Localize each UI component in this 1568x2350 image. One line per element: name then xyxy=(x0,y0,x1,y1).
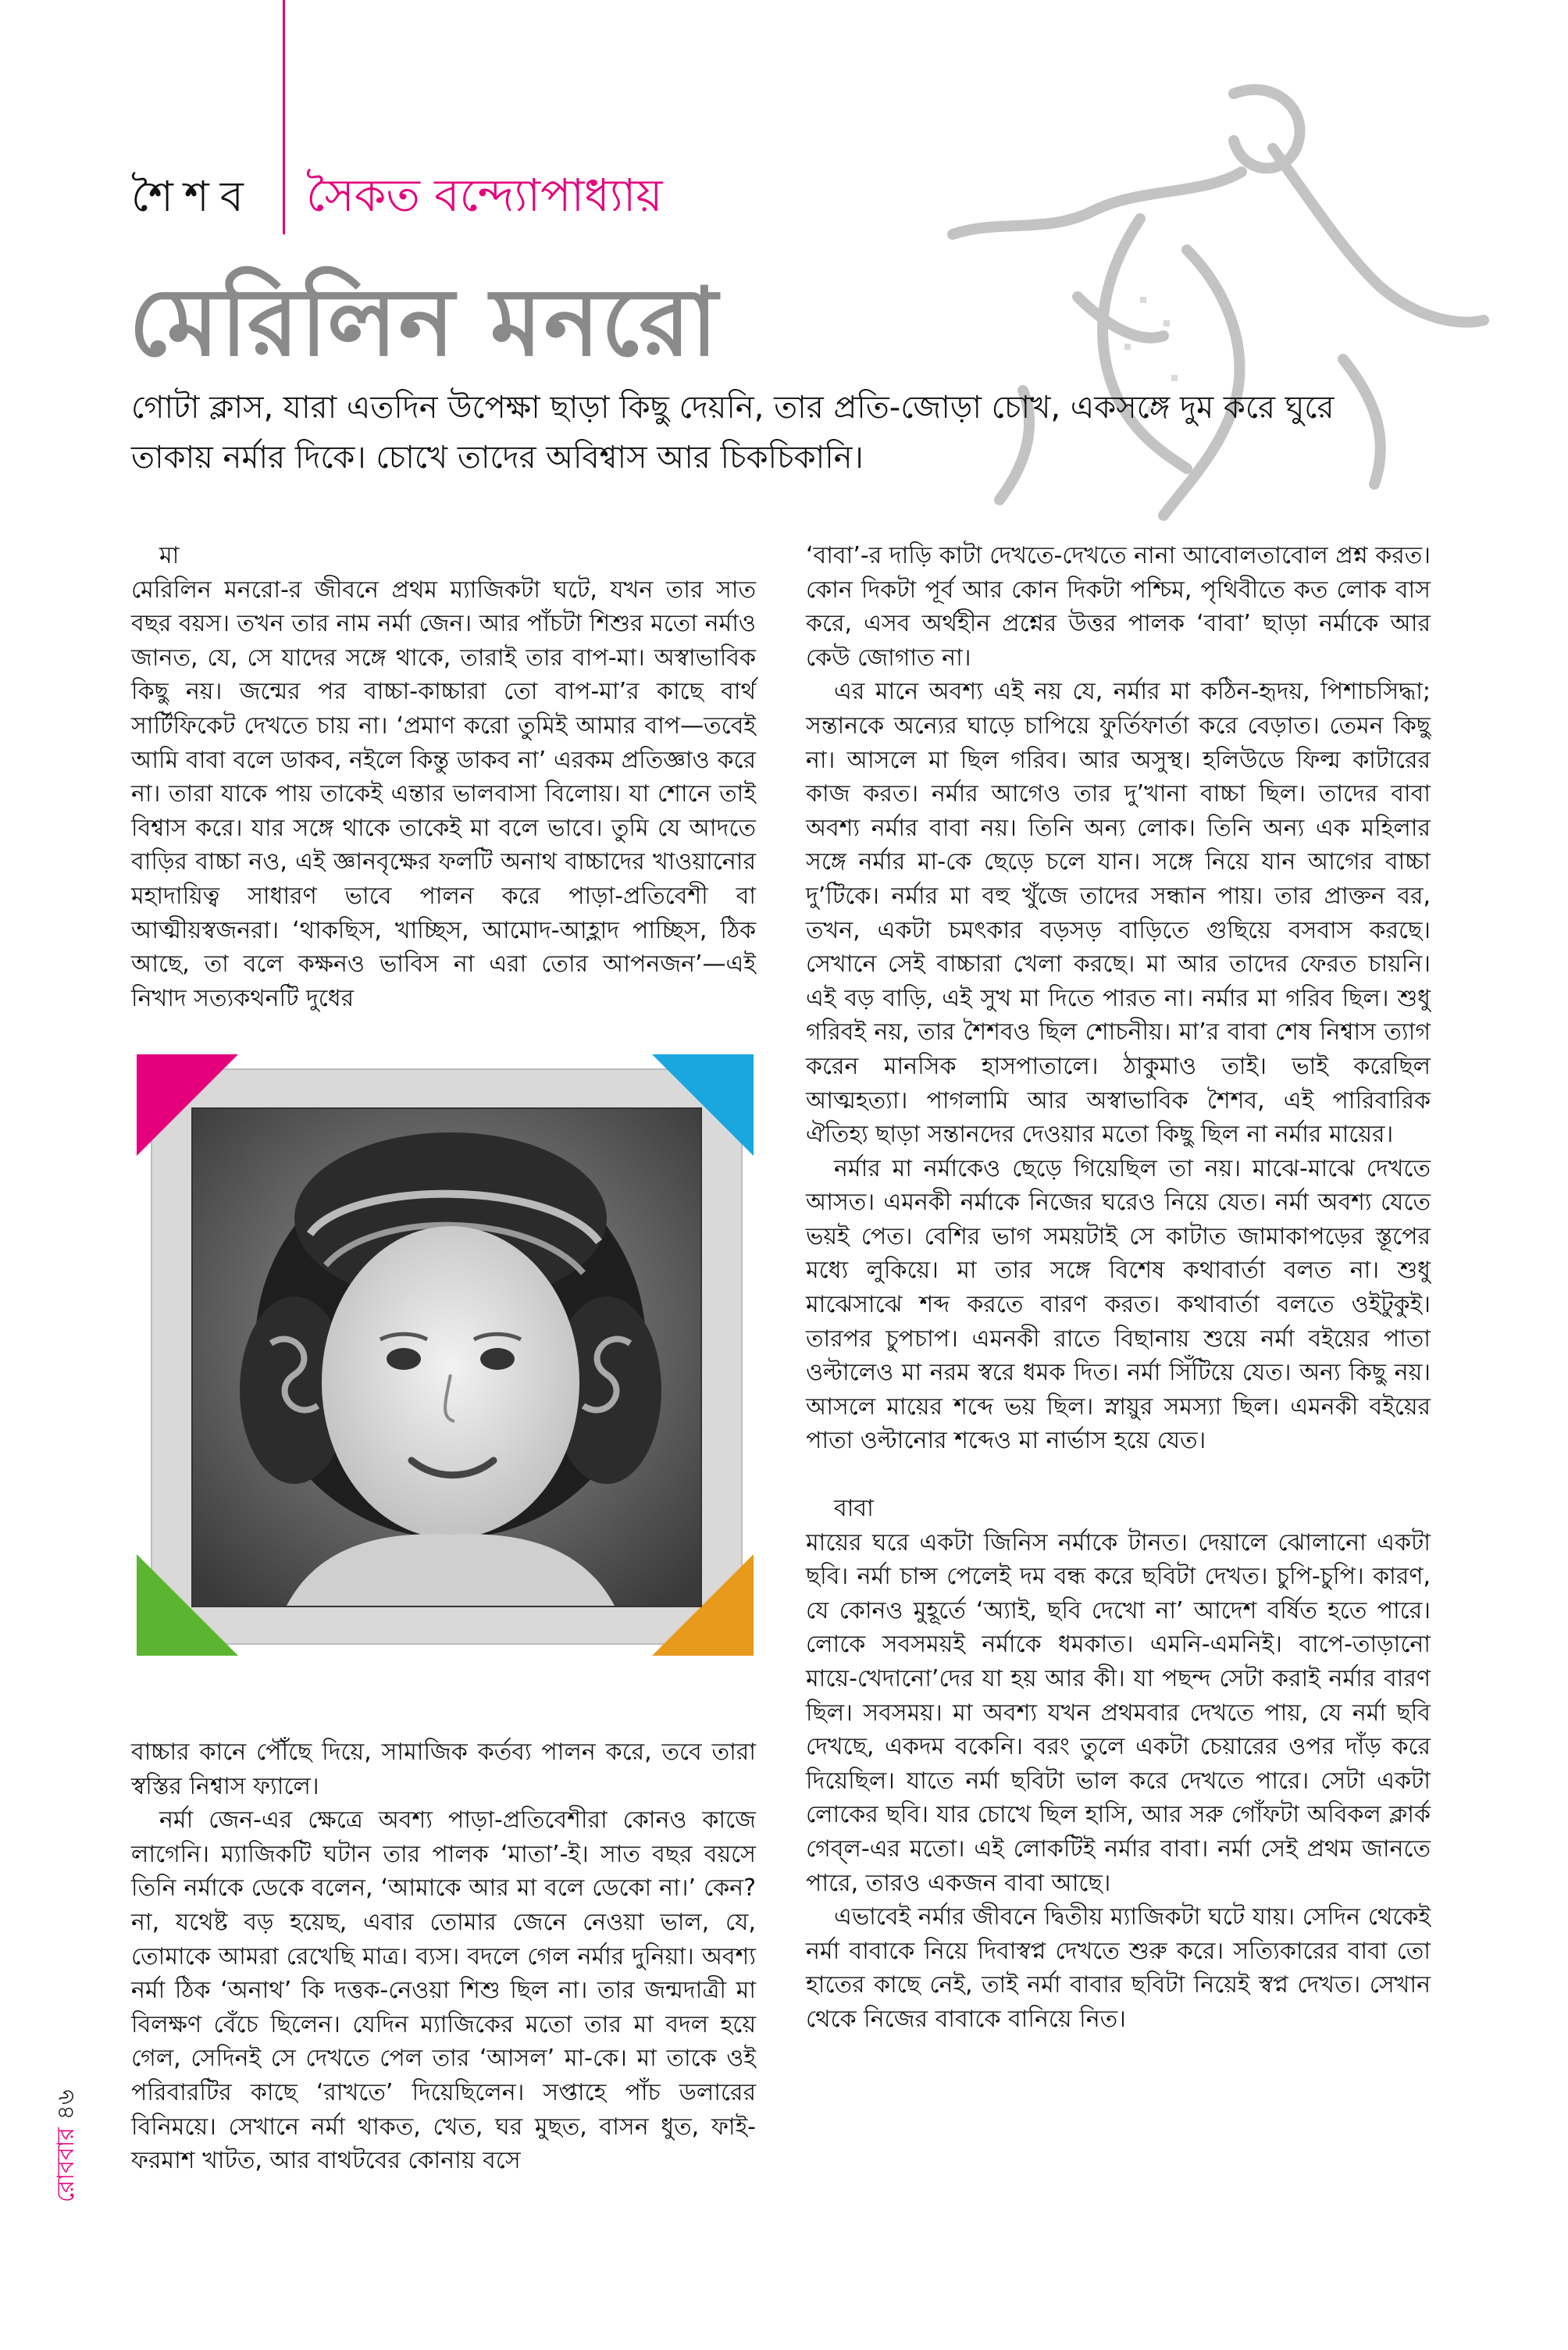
paragraph: নর্মা জেন-এর ক্ষেত্রে অবশ্য পাড়া-প্রতিবেশীরা কোনও কাজে লাগেনি। ম্যাজিকটি ঘটান তার পালক ‘মাতা’-ই। সাত বছর বয়সে তিনি নর্মাকে ডেকে বলেন, ‘আমাকে আর মা বলে ডেকো না।’ কেন? না, যথেষ্ট বড় হয়েছ, এবার তোমার জেনে নেওয়া ভাল, যে, তোমাকে আমরা রেখেছি মাত্র। ব্যস। বদলে গেল নর্মার দুনিয়া। অবশ্য নর্মা ঠিক ‘অনাথ’ কি দত্তক-নেওয়া শিশু ছিল না। তার জন্মদাত্রী মা বিলক্ষণ বেঁচে ছিলেন। যেদিন ম্যাজিকের মতো তার মা বদল হয়ে গেল, সেদিনই সে দেখতে পেল তার ‘আসল’ মা-কে। মা তাকে ওই পরিবারটির কাছে ‘রাখতে’ দিয়েছিলেন। সপ্তাহে পাঁচ ডলারের বিনিময়ে। সেখানে নর্মা থাকত, খেত, ঘর মুছত, বাসন ধুত, ফাই-ফরমাশ খাটত, আর বাথটবের কোনায় বসে xyxy=(131,1806,756,2175)
paragraph: নর্মার মা নর্মাকেও ছেড়ে গিয়েছিল তা নয়। মাঝে-মাঝে দেখতে আসত। এমনকী নর্মাকে নিজের ঘরেও নিয়ে যেত। নর্মা অবশ্য যেতে ভয়ই পেত। বেশির ভাগ সময়টাই সে কাটাত জামাকাপড়ের স্তূপের মধ্যে লুকিয়ে। মা তার সঙ্গে বিশেষ কথাবার্তা বলত না। শুধু মাঝেসাঝে শব্দ করতে বারণ করত। কথাবার্তা বলতে ওইটুকুই। তারপর চুপচাপ। এমনকী রাতে বিছানায় শুয়ে নর্মা বইয়ের পাতা ওল্টালেও মা নরম স্বরে ধমক দিত। নর্মা সিঁটিয়ে যেত। অন্য কিছু নয়। আসলে মায়ের শব্দে ভয় ছিল। স্নায়ুর সমস্যা ছিল। এমনকী বইয়ের পাতা ওল্টানোর শব্দেও মা নার্ভাস হয়ে যেত। xyxy=(806,1154,1431,1455)
page-folio xyxy=(47,2089,87,2202)
paragraph: মায়ের ঘরে একটা জিনিস নর্মাকে টানত। দেয়ালে ঝোলানো একটা ছবি। নর্মা চান্স পেলেই দম বন্ধ করে ছবিটা দেখত। চুপি-চুপি। কারণ, যে কোনও মুহূর্তে ‘অ্যাই, ছবি দেখো না’ আদেশ বর্ষিত হতে পারে। লোকে সবসময়ই নর্মাকে ধমকাত। এমনি-এমনিই। বাপে-তাড়ানো মায়ে-খেদানো’দের যা হয় আর কী। যা পছন্দ সেটা করাই নর্মার বারণ ছিল। সবসময়। মা অবশ্য যখন প্রথমবার দেখতে পায়, যে নর্মা ছবি দেখছে, একদম বকেনি। বরং তুলে একটা চেয়ারের ওপর দাঁড় করে দিয়েছিল। যাতে নর্মা ছবিটা ভাল করে দেখতে পারে। সেটা একটা লোকের ছবি। যার চোখে ছিল হাসি, আর সরু গোঁফটা অবিকল ক্লার্ক গেব্‌ল-এর মতো। এই লোকটিই নর্মার বাবা। নর্মা সেই প্রথম জানতে পারে, তারও একজন বাবা আছে। xyxy=(806,1528,1431,1897)
photo-frame xyxy=(137,1054,754,1656)
column-left-top xyxy=(131,539,756,1015)
magazine-name: রোববার xyxy=(52,2127,80,2202)
section-kicker: শৈশব xyxy=(131,172,255,221)
paragraph: বাচ্চার কানে পৌঁছে দিয়ে, সামাজিক কর্তব্য পালন করে, তবে তারা স্বস্তির নিশ্বাস ফ্যালে। xyxy=(131,1738,756,1800)
child-portrait-photo xyxy=(191,1107,702,1607)
paragraph: মেরিলিন মনরো-র জীবনে প্রথম ম্যাজিকটা ঘটে, যখন তার সাত বছর বয়স। তখন তার নাম নর্মা জেন। আর পাঁচটা শিশুর মতো নর্মাও জানত, যে, সে যাদের সঙ্গে থাকে, তারাই তার বাপ-মা। অস্বাভাবিক কিছু নয়। জন্মের পর বাচ্চা-কাচ্চারা তো বাপ-মা’র কাছে বার্থ সার্টিফিকেট দেখতে চায় না। ‘প্রমাণ করো তুমিই আমার বাপ—তবেই আমি বাবা বলে ডাকব, নইলে কিন্তু ডাকব না’ এরকম প্রতিজ্ঞাও করে না। তারা যাকে পায় তাকেই এন্তার ভালবাসা বিলোয়। যা শোনে তাই বিশ্বাস করে। যার সঙ্গে থাকে তাকেই মা বলে ভাবে। তুমি যে আদতে বাড়ির বাচ্চা নও, এই জ্ঞানবৃক্ষের ফলটি অনাথ বাচ্চাদের খাওয়ানোর মহাদায়িত্ব সাধারণ ভাবে পালন করে পাড়া-প্রতিবেশী বা আত্মীয়স্বজনরা। ‘থাকছিস, খাচ্ছিস, আমোদ-আহ্লাদ পাচ্ছিস, ঠিক আছে, তা বলে কক্ষনও ভাবিস না এরা তোর আপনজন’—এই নিখাদ সত্যকথনটি দুধের xyxy=(131,576,756,1012)
author-name: সৈকত বন্দ্যোপাধ্যায় xyxy=(306,169,663,222)
section-heading-baba: বাবা xyxy=(834,1495,874,1523)
page-title: মেরিলিন মনরো xyxy=(129,267,720,377)
paragraph: ‘বাবা’-র দাড়ি কাটা দেখতে-দেখতে নানা আবোলতাবোল প্রশ্ন করত। কোন দিকটা পূর্ব আর কোন দিকটা পশ্চিম, পৃথিবীতে কত লোক বাস করে, এসব অর্থহীন প্রশ্নের উত্তর পালক ‘বাবা’ ছাড়া নর্মাকে আর কেউ জোগাত না। xyxy=(806,542,1431,672)
paragraph: এর মানে অবশ্য এই নয় যে, নর্মার মা কঠিন-হৃদয়, পিশাচসিদ্ধা; সন্তানকে অন্যের ঘাড়ে চাপিয়ে ফুর্তিফার্তা করে বেড়াত। তেমন কিছু না। আসলে মা ছিল গরিব। আর অসুস্থ। হলিউডে ফিল্ম কাটারের কাজ করত। নর্মার আগেও তার দু’খানা বাচ্চা ছিল। তাদের বাবা অবশ্য নর্মার বাবা নয়। তিনি অন্য লোক। তিনি অন্য এক মহিলার সঙ্গে নর্মার মা-কে ছেড়ে চলে যান। সঙ্গে নিয়ে যান আগের বাচ্চা দু’টিকে। নর্মার মা বহু খুঁজে তাদের সন্ধান পায়। তার প্রাক্তন বর, তখন, একটা চমৎকার বড়সড় বাড়িতে গুছিয়ে বসবাস করছে। সেখানে সেই বাচ্চারা খেলা করছে। মা আর তাদের ফেরত চায়নি। এই বড় বাড়ি, এই সুখ মা দিতে পারত না। নর্মার মা গরিব ছিল। শুধু গরিবই নয়, তার শৈশবও ছিল শোচনীয়। মা’র বাবা শেষ নিশ্বাস ত্যাগ করেন মানসিক হাসপাতালে। ঠাকুমাও তাই। ভাই করেছিল আত্মহত্যা। পাগলামি আর অস্বাভাবিক শৈশব, এই পারিবারিক ঐতিহ্য ছাড়া সন্তানদের দেওয়ার মতো কিছু ছিল না নর্মার মায়ের। xyxy=(806,678,1431,1149)
column-left-bottom xyxy=(131,1735,756,2178)
page-number: ৪৬ xyxy=(52,2089,80,2120)
intro-standfirst: গোটা ক্লাস, যারা এতদিন উপেক্ষা ছাড়া কিছু দেয়নি, তার প্রতি-জোড়া চোখ, একসঙ্গে দুম করে ঘুরে তাকায় নর্মার দিকে। চোখে তাদের অবিশ্বাস আর চিকচিকানি। xyxy=(131,390,1335,476)
header-divider xyxy=(283,0,285,234)
section-heading-ma: মা xyxy=(159,542,180,569)
column-right xyxy=(806,539,1431,2037)
paragraph: এভাবেই নর্মার জীবনে দ্বিতীয় ম্যাজিকটা ঘটে যায়। সেদিন থেকেই নর্মা বাবাকে নিয়ে দিবাস্বপ্ন দেখতে শুরু করে। সত্যিকারের বাবা তো হাতের কাছে নেই, তাই নর্মা বাবার ছবিটা নিয়েই স্বপ্ন দেখত। সেখান থেকে নিজের বাবাকে বানিয়ে নিত। xyxy=(806,1903,1431,2033)
